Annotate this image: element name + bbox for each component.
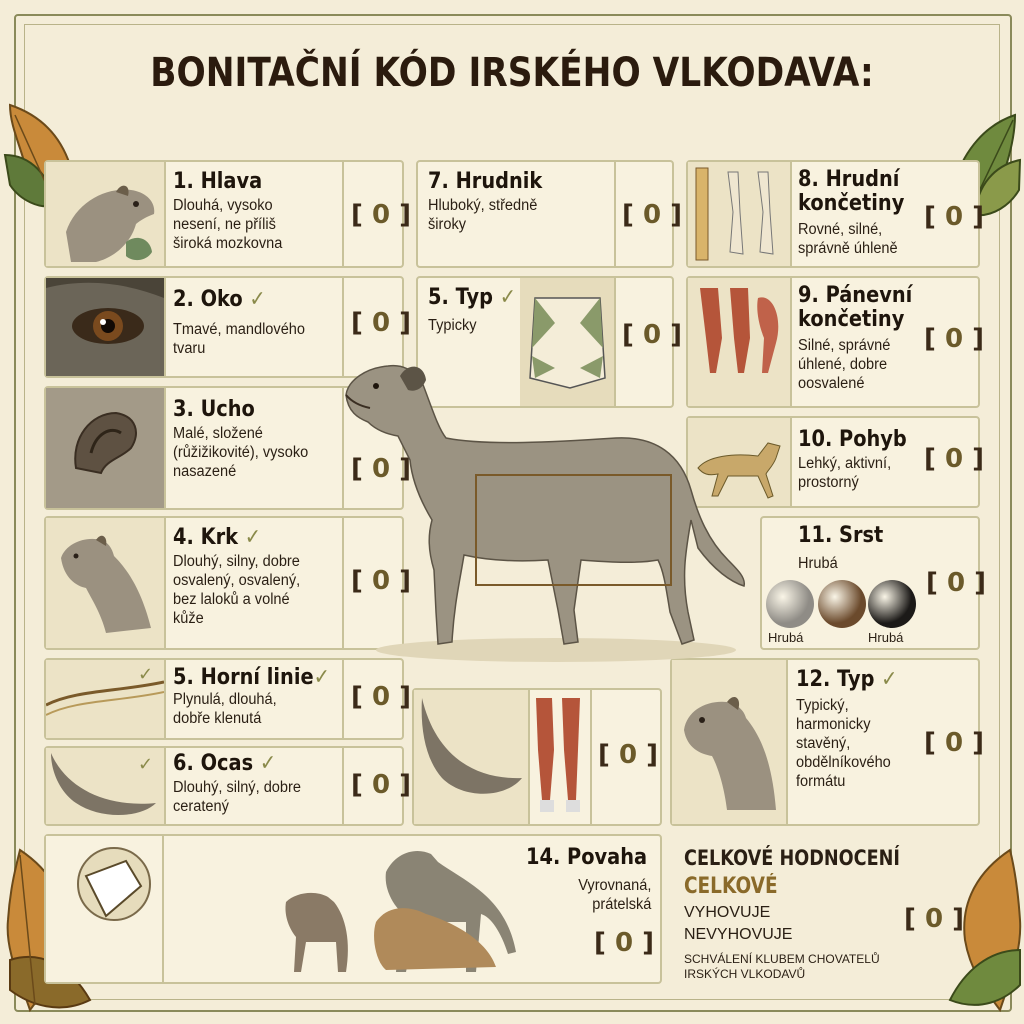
wolfhound-illustration	[336, 350, 756, 670]
score-hindlimbs[interactable]: [ 0 ]	[924, 324, 984, 354]
criterion-chest	[416, 160, 682, 268]
topline-image	[46, 660, 164, 738]
forelimbs-image	[688, 162, 790, 266]
score-type-center[interactable]: [ 0 ]	[622, 320, 682, 350]
criterion-tail-legs	[412, 688, 662, 826]
criterion-head-heading: 1. Hlava	[173, 169, 263, 194]
criterion-neck-text: Dlouhý, silny, dobre osvalený, osvalený, bez laloků a volné kůže	[173, 553, 301, 627]
svg-text:✓: ✓	[138, 754, 154, 775]
temperament-icon-image	[46, 836, 162, 982]
criterion-movement-heading: 10. Pohyb	[798, 427, 907, 452]
criterion-neck-heading: 4. Krk ✓	[173, 525, 261, 550]
criterion-coat	[760, 516, 986, 650]
criterion-hindlimbs-text: Silné, správné úhlené, dobre oosvalené	[798, 337, 891, 392]
svg-text:✓: ✓	[138, 664, 154, 685]
criterion-eye-heading: 2. Oko ✓	[173, 287, 266, 312]
criterion-temperament-text: Vyrovnaná, prátelská	[578, 877, 652, 913]
criterion-topline-text: Plynulá, dlouhá, dobře klenutá	[173, 691, 277, 727]
score-eye[interactable]: [ 0 ]	[351, 308, 411, 338]
score-overall[interactable]: [ 0 ]	[904, 904, 964, 934]
criterion-eye-text: Tmavé, mandlového tvaru	[173, 321, 306, 357]
criterion-ear-text: Malé, složené (růžižikovité), vysoko nasazené	[173, 425, 309, 480]
criterion-chest-heading: 7. Hrudnik	[428, 169, 543, 194]
score-head[interactable]: [ 0 ]	[351, 200, 411, 230]
criterion-coat-heading: 11. Srst	[798, 523, 884, 548]
criterion-coat-text: Hrubá	[798, 555, 838, 572]
criterion-tail-text: Dlouhý, silný, dobre ceratený	[173, 779, 301, 815]
overall-option-fail[interactable]: NEVYHOVUJE	[684, 926, 793, 943]
score-type[interactable]: [ 0 ]	[924, 728, 984, 758]
criterion-hindlimbs-heading: 9. Pánevní končetiny	[798, 283, 913, 332]
score-forelimbs[interactable]: [ 0 ]	[924, 202, 984, 232]
tail-detail-image	[414, 690, 528, 824]
criterion-ear-heading: 3. Ucho	[173, 397, 255, 422]
overall-option-pass[interactable]: VYHOVUJE	[684, 904, 771, 921]
coat-swatch-black	[868, 580, 916, 628]
tail-image	[46, 748, 164, 824]
criterion-movement-text: Lehký, aktivní, prostorný	[798, 455, 892, 491]
overall-heading: CELKOVÉ HODNOCENÍ	[684, 846, 900, 870]
criterion-temperament-heading: 14. Povaha	[526, 845, 648, 870]
criterion-temperament	[44, 834, 662, 984]
criterion-head-text: Dlouhá, vysoko nesení, ne příliš široká mozkovna	[173, 197, 283, 252]
criterion-chest-text: Hluboký, středně široky	[428, 197, 538, 233]
eye-image	[46, 278, 164, 376]
coat-swatch-brown	[818, 580, 866, 628]
score-movement[interactable]: [ 0 ]	[924, 444, 984, 474]
criterion-type	[670, 658, 984, 826]
head-image	[46, 162, 164, 266]
criterion-type-center-text: Typicky	[428, 317, 477, 334]
type-head-image	[672, 660, 786, 824]
score-tail-legs[interactable]: [ 0 ]	[598, 740, 658, 770]
coat-swatch-label-2: Hrubá	[868, 630, 904, 645]
overall-footer: SCHVÁLENÍ KLUBEM CHOVATELŮ IRSKÝCH VLKODAVŮ	[684, 952, 880, 981]
criterion-type-heading: 12. Typ ✓	[796, 667, 898, 692]
neck-image	[46, 518, 164, 648]
score-tail[interactable]: [ 0 ]	[351, 770, 411, 800]
criterion-head	[44, 160, 411, 268]
criterion-type-center-heading: 5. Typ ✓	[428, 285, 516, 310]
dogs-family-image	[266, 842, 526, 982]
criterion-topline-heading: 5. Horní linie✓	[173, 665, 330, 690]
score-neck[interactable]: [ 0 ]	[351, 566, 411, 596]
legs-muscle-image	[530, 690, 588, 824]
criterion-forelimbs-text: Rovné, silné, správně úhleně	[798, 221, 898, 257]
score-coat[interactable]: [ 0 ]	[926, 568, 986, 598]
ear-image	[46, 388, 164, 508]
criterion-forelimbs	[686, 160, 984, 268]
overall-subheading: CELKOVÉ	[684, 874, 778, 899]
criterion-type-text: Typický, harmonicky stavěný, obdělníkového formátu	[796, 697, 891, 790]
criterion-tail	[44, 746, 411, 826]
coat-swatch-label-1: Hrubá	[768, 630, 804, 645]
criterion-forelimbs-heading: 8. Hrudní končetiny	[798, 167, 905, 216]
criterion-tail-heading: 6. Ocas ✓	[173, 751, 277, 776]
score-chest[interactable]: [ 0 ]	[622, 200, 682, 230]
overall-section	[684, 840, 984, 990]
score-topline[interactable]: [ 0 ]	[351, 682, 411, 712]
score-temperament[interactable]: [ 0 ]	[594, 928, 654, 958]
coat-swatch-grey	[766, 580, 814, 628]
score-ear[interactable]: [ 0 ]	[351, 454, 411, 484]
criterion-topline	[44, 658, 411, 740]
page-title: BONITAČNÍ KÓD IRSKÉHO VLKODAVA:	[150, 50, 874, 96]
